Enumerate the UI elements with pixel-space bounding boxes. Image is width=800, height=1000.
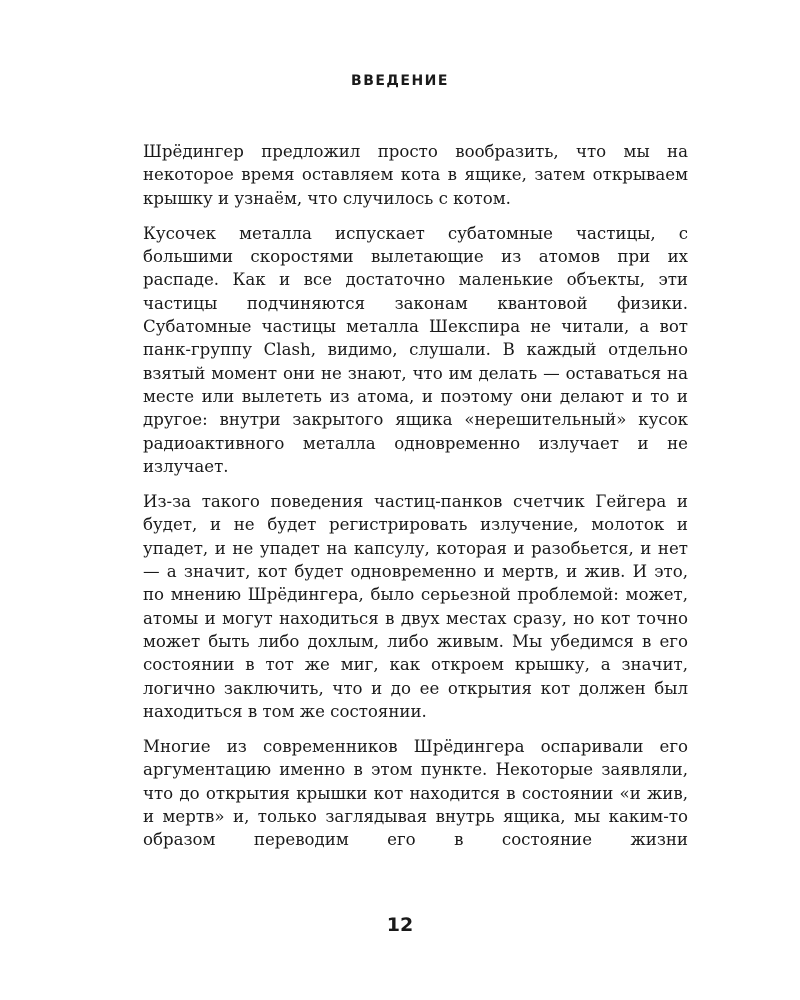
paragraph: Из-за такого поведения частиц-панков счетчик Гейгера и будет, и не будет регистрировать излучение, молоток и упадет, и не упадет на капсулу, которая и разобьется, и нет — а значит, кот будет одновременно и мертв, и жив. И это, по мнению Шрёдингера, было серьезной проблемой: может, атомы и могут находиться в двух местах сразу, но кот точно может быть либо дохлым, либо живым. Мы убедимся в его состоянии в тот же миг, как откроем крышку, а значит, логично заключить, что и до ее открытия кот должен был находиться в том же состоянии. [143,492,688,721]
paragraph: Кусочек металла испускает субатомные частицы, с большими скоростями вылетающие из атомов при их распаде. Как и все достаточно маленькие объекты, эти частицы подчиняются законам квантовой физики. Субатомные частицы металла Шекспира не читали, а вот панк-группу Clash, видимо, слушали. В каждый отдельно взятый момент они не знают, что им делать — оставаться на месте или вылететь из атома, и поэтому они делают и то и другое: внутри закрытого ящика «нерешительный» кусок радиоактивного металла одновременно излучает и не излучает. [143,223,688,476]
paragraph: Многие из современников Шрёдингера оспаривали его аргументацию именно в этом пункте. Некоторые заявляли, что до открытия крышки кот находится в состоянии «и жив, и мертв» и, только заглядывая внутрь ящика, мы каким-то образом переводим его в состояние жизни [143,737,688,850]
body-text [143,140,688,852]
paragraph: Шрёдингер предложил просто вообразить, что мы на некоторое время оставляем кота в ящике, затем открываем крышку и узнаём, что случилось с котом. [143,142,688,208]
running-head: ВВЕДЕНИЕ [351,73,449,89]
page-number: 12 [386,914,414,936]
